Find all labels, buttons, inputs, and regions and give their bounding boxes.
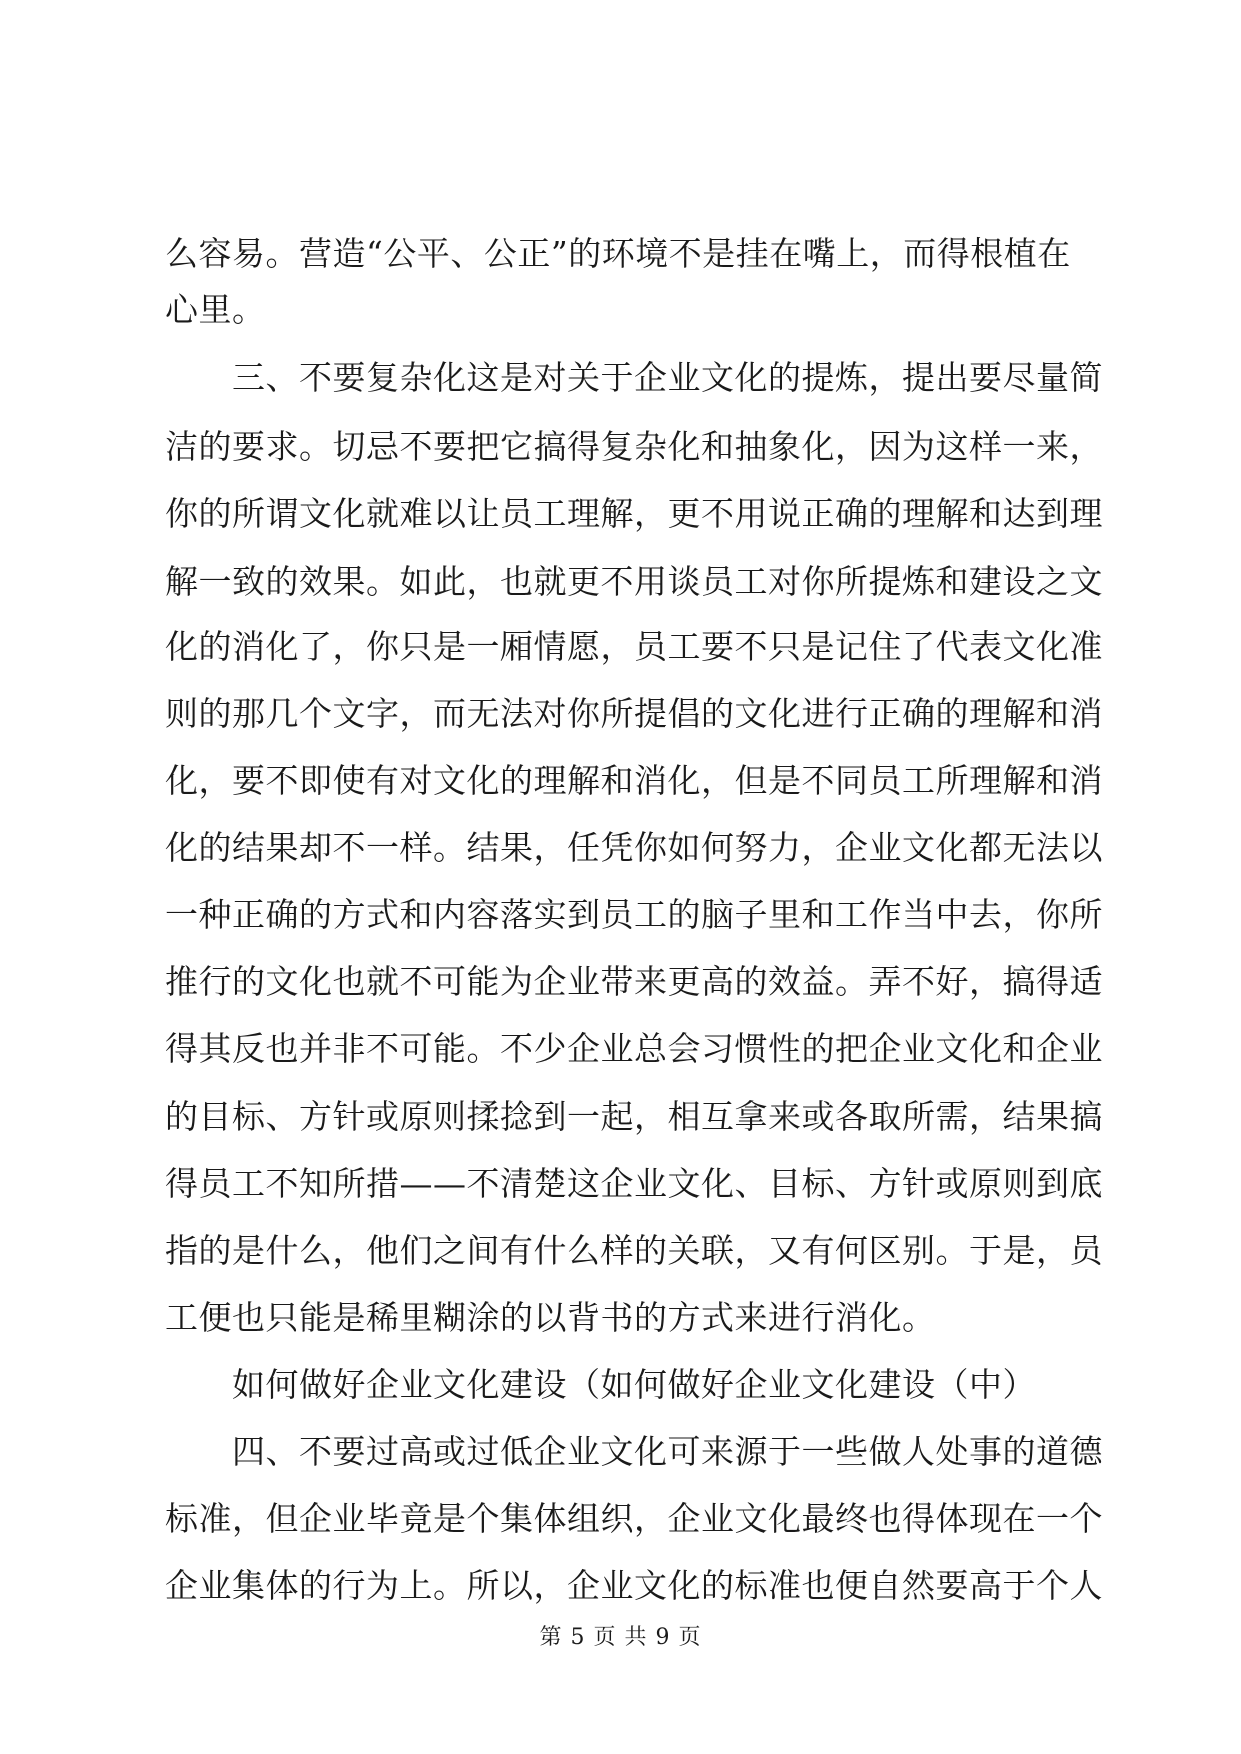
- section-heading: 如何做好企业文化建设（如何做好企业文化建设（中）: [165, 1365, 1036, 1404]
- page-number-footer: 第 5 页 共 9 页: [539, 1625, 702, 1650]
- text-line: 得员工不知所措——不清楚这企业文化、目标、方针或原则到底: [165, 1164, 1103, 1203]
- text-line: 标准，但企业毕竟是个集体组织，企业文化最终也得体现在一个: [165, 1499, 1103, 1538]
- text-line: 心里。: [165, 290, 266, 329]
- text-line: 洁的要求。切忌不要把它搞得复杂化和抽象化，因为这样一来，: [165, 427, 1103, 466]
- text-line: 推行的文化也就不可能为企业带来更高的效益。弄不好，搞得适: [165, 962, 1103, 1001]
- text-line: 你的所谓文化就难以让员工理解，更不用说正确的理解和达到理: [165, 494, 1103, 533]
- text-line: 么容易。营造“公平、公正”的环境不是挂在嘴上，而得根植在: [165, 234, 1071, 273]
- text-line: 化，要不即使有对文化的理解和消化，但是不同员工所理解和消: [165, 761, 1103, 800]
- text-line: 解一致的效果。如此，也就更不用谈员工对你所提炼和建设之文: [165, 562, 1103, 601]
- text-line: 的目标、方针或原则揉捻到一起，相互拿来或各取所需，结果搞: [165, 1097, 1103, 1136]
- text-line: 化的消化了，你只是一厢情愿，员工要不只是记住了代表文化准: [165, 627, 1103, 666]
- text-line: 工便也只能是稀里糊涂的以背书的方式来进行消化。: [165, 1298, 936, 1337]
- text-line: 指的是什么，他们之间有什么样的关联，又有何区别。于是，员: [165, 1231, 1103, 1270]
- text-line: 则的那几个文字，而无法对你所提倡的文化进行正确的理解和消: [165, 694, 1103, 733]
- text-line: 一种正确的方式和内容落实到员工的脑子里和工作当中去，你所: [165, 895, 1103, 934]
- text-line: 化的结果却不一样。结果，任凭你如何努力，企业文化都无法以: [165, 828, 1103, 867]
- text-line: 得其反也并非不可能。不少企业总会习惯性的把企业文化和企业: [165, 1029, 1103, 1068]
- text-line: 四、不要过高或过低企业文化可来源于一些做人处事的道德: [165, 1432, 1103, 1471]
- text-line: 三、不要复杂化这是对关于企业文化的提炼，提出要尽量简: [165, 358, 1103, 397]
- text-line: 企业集体的行为上。所以，企业文化的标准也便自然要高于个人: [165, 1566, 1103, 1605]
